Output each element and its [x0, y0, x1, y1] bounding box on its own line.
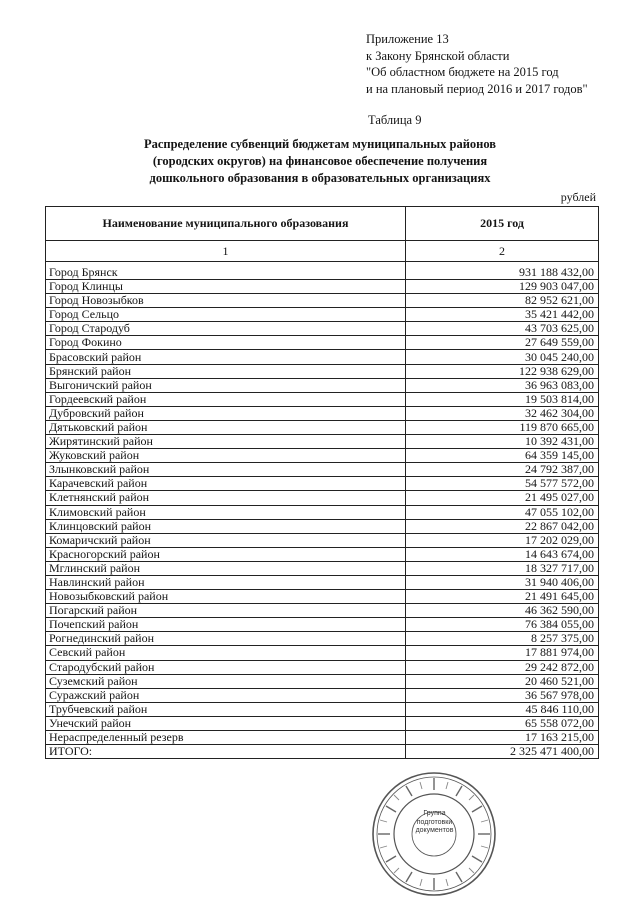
- subsidy-table: [45, 206, 599, 759]
- municipality-name: Мглинский район: [46, 561, 406, 575]
- municipality-name: Клетнянский район: [46, 491, 406, 505]
- table-row: [46, 731, 599, 745]
- table-row: [46, 702, 599, 716]
- municipality-name: Климовский район: [46, 505, 406, 519]
- table-row: [46, 392, 599, 406]
- table-row: [46, 406, 599, 420]
- subsidy-amount: 36 567 978,00: [406, 688, 599, 702]
- table-row: [46, 646, 599, 660]
- table-number: Таблица 9: [368, 113, 422, 127]
- subsidy-amount: 76 384 055,00: [406, 618, 599, 632]
- stamp-line-1: Группа: [423, 810, 446, 817]
- table-row: [46, 491, 599, 505]
- municipality-name: Жуковский район: [46, 449, 406, 463]
- table-row: [46, 590, 599, 604]
- table-row: [46, 435, 599, 449]
- subsidy-amount: 2 325 471 400,00: [406, 745, 599, 759]
- municipality-name: Нераспределенный резерв: [46, 731, 406, 745]
- table-row: [46, 280, 599, 294]
- table-row: [46, 322, 599, 336]
- table-row: [46, 575, 599, 589]
- municipality-name: Город Фокино: [46, 336, 406, 350]
- appendix-line-3: "Об областном бюджете на 2015 год: [366, 65, 559, 79]
- subsidy-amount: 35 421 442,00: [406, 308, 599, 322]
- title-line-1: Распределение субвенций бюджетам муниципальных районов: [143, 137, 497, 151]
- subsidy-amount: 122 938 629,00: [406, 364, 599, 378]
- subsidy-amount: 30 045 240,00: [406, 350, 599, 364]
- subsidy-amount: 17 202 029,00: [406, 533, 599, 547]
- municipality-name: Комаричский район: [46, 533, 406, 547]
- table-row: [46, 463, 599, 477]
- municipality-name: ИТОГО:: [46, 745, 406, 759]
- subsidy-amount: 119 870 665,00: [406, 420, 599, 434]
- subsidy-amount: 29 242 872,00: [406, 660, 599, 674]
- subsidy-amount: 64 359 145,00: [406, 449, 599, 463]
- municipality-name: Стародубский район: [46, 660, 406, 674]
- table-row: [46, 745, 599, 759]
- table-row: [46, 660, 599, 674]
- municipality-name: Суземский район: [46, 674, 406, 688]
- municipality-name: Севский район: [46, 646, 406, 660]
- table-row: [46, 688, 599, 702]
- municipality-name: Город Стародуб: [46, 322, 406, 336]
- column-header-name: Наименование муниципального образования: [46, 207, 406, 241]
- subsidy-amount: 22 867 042,00: [406, 519, 599, 533]
- subsidy-amount: 31 940 406,00: [406, 575, 599, 589]
- table-row: [46, 533, 599, 547]
- appendix-line-2: к Закону Брянской области: [366, 48, 510, 63]
- column-number-1: 1: [46, 241, 406, 262]
- stamp-line-2: подготовки: [416, 818, 453, 826]
- municipality-name: Красногорский район: [46, 547, 406, 561]
- table-row: [46, 294, 599, 308]
- document-title: [100, 136, 540, 187]
- table-row: [46, 561, 599, 575]
- municipality-name: Трубчевский район: [46, 702, 406, 716]
- table-row: [46, 674, 599, 688]
- subsidy-amount: 65 558 072,00: [406, 716, 599, 730]
- appendix-line-4: и на плановый период 2016 и 2017 годов": [366, 81, 588, 96]
- appendix-header: [366, 31, 588, 97]
- municipality-name: Клинцовский район: [46, 519, 406, 533]
- municipality-name: Почепский район: [46, 618, 406, 632]
- municipality-name: Погарский район: [46, 604, 406, 618]
- table-row: [46, 336, 599, 350]
- table-row: [46, 308, 599, 322]
- subsidy-amount: 21 491 645,00: [406, 590, 599, 604]
- municipality-name: Дубровский район: [46, 406, 406, 420]
- column-header-year: 2015 год: [406, 207, 599, 241]
- table-row: [46, 449, 599, 463]
- subsidy-amount: 82 952 621,00: [406, 294, 599, 308]
- stamp-text: [412, 810, 457, 836]
- municipality-name: Город Клинцы: [46, 280, 406, 294]
- table-row: [46, 604, 599, 618]
- subsidy-amount: 36 963 083,00: [406, 378, 599, 392]
- table-row: [46, 420, 599, 434]
- subsidy-amount: 47 055 102,00: [406, 505, 599, 519]
- units-label: рублей: [560, 190, 596, 204]
- table-row: [46, 716, 599, 730]
- title-line-2: (городских округов) на финансовое обеспечение получения: [152, 154, 488, 168]
- municipality-name: Навлинский район: [46, 575, 406, 589]
- municipality-name: Гордеевский район: [46, 392, 406, 406]
- subsidy-amount: 20 460 521,00: [406, 674, 599, 688]
- municipality-name: Жирятинский район: [46, 435, 406, 449]
- municipality-name: Суражский район: [46, 688, 406, 702]
- table-row: [46, 547, 599, 561]
- subsidy-amount: 18 327 717,00: [406, 561, 599, 575]
- municipality-name: Город Сельцо: [46, 308, 406, 322]
- subsidy-amount: 27 649 559,00: [406, 336, 599, 350]
- table-row: [46, 350, 599, 364]
- subsidy-amount: 46 362 590,00: [406, 604, 599, 618]
- title-line-3: дошкольного образования в образовательных организациях: [149, 171, 491, 185]
- municipality-name: Выгоничский район: [46, 378, 406, 392]
- table-row: [46, 477, 599, 491]
- subsidy-amount: 54 577 572,00: [406, 477, 599, 491]
- subsidy-amount: 14 643 674,00: [406, 547, 599, 561]
- subsidy-amount: 10 392 431,00: [406, 435, 599, 449]
- municipality-name: Дятьковский район: [46, 420, 406, 434]
- table-row: [46, 505, 599, 519]
- municipality-name: Новозыбковский район: [46, 590, 406, 604]
- table-row: [46, 519, 599, 533]
- subsidy-amount: 17 881 974,00: [406, 646, 599, 660]
- municipality-name: Карачевский район: [46, 477, 406, 491]
- table-row: [46, 618, 599, 632]
- table-body: [46, 262, 599, 759]
- municipality-name: Город Брянск: [46, 262, 406, 280]
- subsidy-amount: 8 257 375,00: [406, 632, 599, 646]
- appendix-line-1: Приложение 13: [366, 32, 449, 46]
- municipality-name: Унечский район: [46, 716, 406, 730]
- table-row: [46, 364, 599, 378]
- municipality-name: Брасовский район: [46, 350, 406, 364]
- subsidy-amount: 32 462 304,00: [406, 406, 599, 420]
- municipality-name: Брянский район: [46, 364, 406, 378]
- table-row: [46, 262, 599, 280]
- subsidy-amount: 931 188 432,00: [406, 262, 599, 280]
- stamp-line-3: документов: [415, 827, 454, 834]
- column-number-2: 2: [406, 241, 599, 262]
- subsidy-amount: 21 495 027,00: [406, 491, 599, 505]
- subsidy-amount: 45 846 110,00: [406, 702, 599, 716]
- subsidy-amount: 17 163 215,00: [406, 731, 599, 745]
- table-row: [46, 378, 599, 392]
- subsidy-amount: 43 703 625,00: [406, 322, 599, 336]
- subsidy-amount: 19 503 814,00: [406, 392, 599, 406]
- municipality-name: Город Новозыбков: [46, 294, 406, 308]
- table-row: [46, 632, 599, 646]
- municipality-name: Злынковский район: [46, 463, 406, 477]
- subsidy-amount: 129 903 047,00: [406, 280, 599, 294]
- municipality-name: Рогнединский район: [46, 632, 406, 646]
- subsidy-amount: 24 792 387,00: [406, 463, 599, 477]
